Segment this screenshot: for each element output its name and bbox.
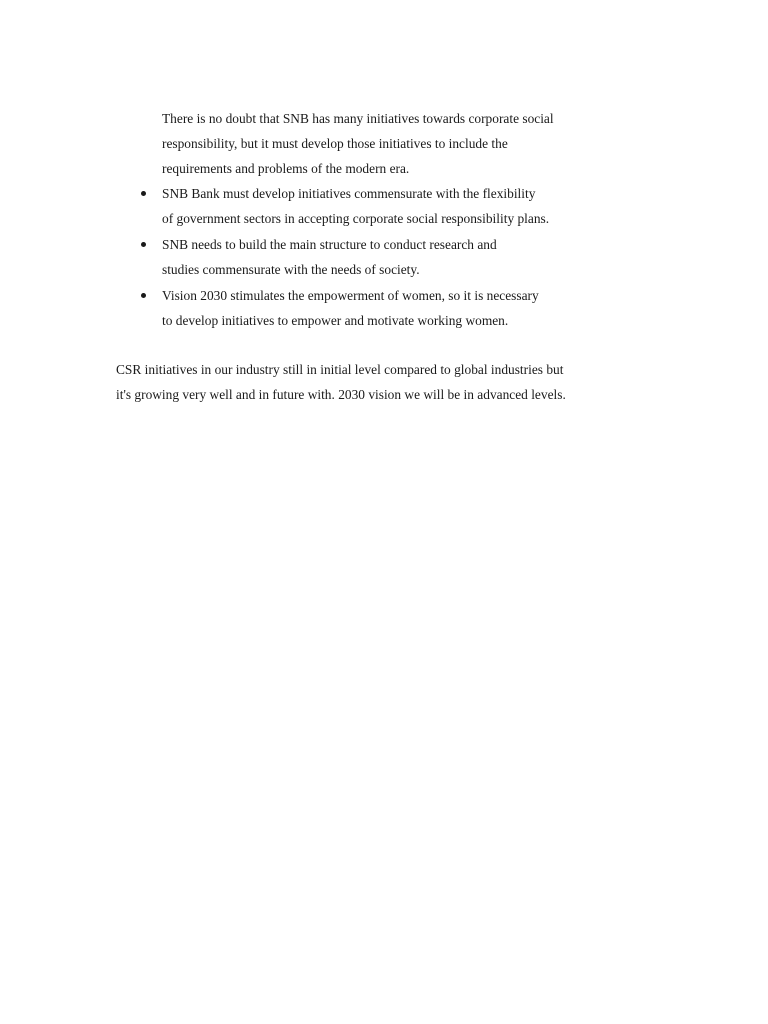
bullet-3-line-1: Vision 2030 stimulates the empowerment of women, so it is necessary [162,288,539,303]
intro-line-1: There is no doubt that SNB has many initiatives towards corporate social [162,111,554,126]
bullet-dot-icon [141,293,146,298]
closing-line-2: it's growing very well and in future with. 2030 vision we will be in advanced levels. [116,387,566,402]
bullet-1-line-1: SNB Bank must develop initiatives commensurate with the flexibility [162,186,536,201]
bullet-2-line-1: SNB needs to build the main structure to conduct research and [162,237,497,252]
bullet-3-line-2: to develop initiatives to empower and motivate working women. [162,313,509,328]
intro-line-2: responsibility, but it must develop those initiatives to include the [162,136,508,151]
bullet-1-line-2: of government sectors in accepting corporate social responsibility plans. [162,211,550,226]
bullet-dot-icon [141,242,146,247]
bullet-2-line-2: studies commensurate with the needs of society. [162,262,420,277]
closing-line-1: CSR initiatives in our industry still in initial level compared to global industries but [116,362,564,377]
intro-line-3: requirements and problems of the modern era. [162,161,410,176]
bullet-dot-icon [141,191,146,196]
